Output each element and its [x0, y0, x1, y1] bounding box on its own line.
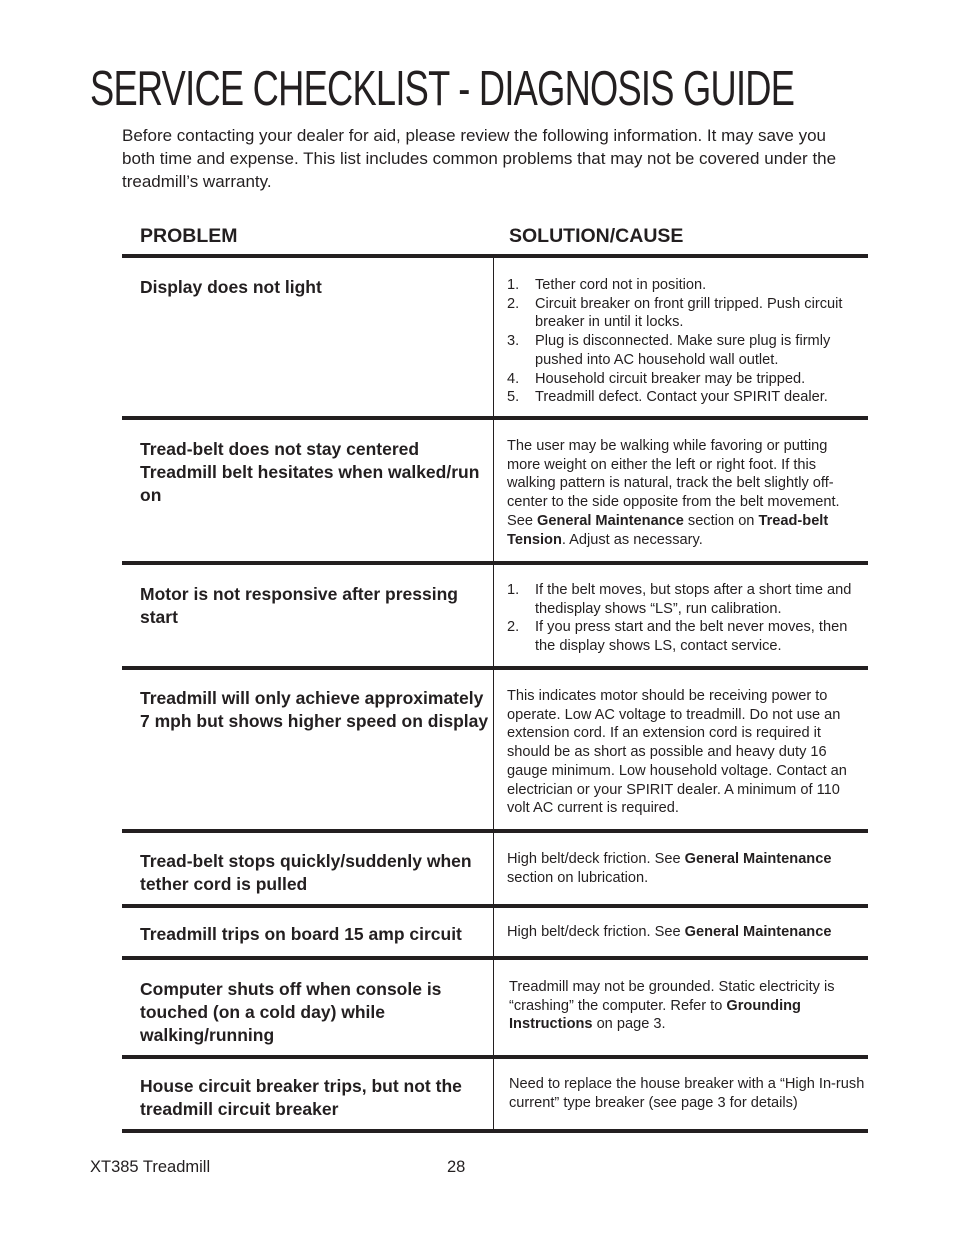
solution-list-item — [507, 276, 863, 295]
list-number: 1. — [507, 277, 520, 293]
solution-text: Treadmill may not be grounded. Static electricity is “crashing” the computer. Refer to — [509, 979, 835, 1014]
problem-text: House circuit breaker trips, but not the treadmill circuit breaker — [140, 1076, 462, 1119]
solution-list-item — [507, 295, 863, 332]
page-number: 28 — [447, 1158, 466, 1176]
solution-text: Need to replace the house breaker with a “High In-rush current” type breaker (see page 3 for details) — [509, 1076, 865, 1111]
list-text: If the belt moves, but stops after a short time and thedisplay shows “LS”, run calibration. — [535, 582, 852, 617]
page-title: SERVICE CHECKLIST - DIAGNOSIS GUIDE — [90, 62, 795, 116]
diagnosis-table — [122, 254, 868, 1133]
list-text: Circuit breaker on front grill tripped. Push circuit breaker in until it locks. — [535, 295, 843, 331]
list-text: Household circuit breaker may be tripped. — [535, 370, 806, 387]
problem-cell — [140, 1075, 490, 1121]
problem-cell — [140, 978, 490, 1047]
solution-cell — [507, 581, 863, 656]
list-number: 1. — [507, 582, 520, 598]
solution-text: . Adjust as necessary. — [561, 531, 703, 548]
solution-emphasis: Grounding Instructions — [509, 997, 801, 1033]
solution-emphasis: Tread-belt Tension — [507, 512, 829, 548]
table-row — [122, 416, 868, 561]
table-row — [122, 829, 868, 904]
problem-text: Treadmill trips on board 15 amp circuit — [140, 924, 462, 944]
table-row — [122, 666, 868, 829]
solution-text: section on lubrication. — [507, 869, 649, 886]
solution-text: section on — [683, 512, 759, 529]
solution-cell — [507, 687, 863, 818]
solution-text: on page 3. — [592, 1016, 666, 1033]
solution-list-item — [507, 581, 863, 618]
table-row — [122, 254, 868, 416]
solution-list-item — [507, 332, 863, 369]
solution-cell — [507, 437, 863, 549]
solution-cell — [509, 1075, 865, 1112]
list-text: Treadmill defect. Contact your SPIRIT dealer. — [535, 389, 828, 406]
table-row — [122, 561, 868, 666]
column-header-problem: PROBLEM — [140, 225, 238, 247]
problem-text: Motor is not responsive after pressing start — [140, 584, 458, 627]
problem-cell — [140, 850, 490, 896]
solution-cell — [509, 978, 865, 1034]
problem-text: Treadmill belt hesitates when walked/run on — [140, 462, 480, 505]
solution-list — [507, 276, 863, 407]
problem-cell — [140, 438, 490, 507]
table-row — [122, 956, 868, 1055]
solution-cell — [507, 276, 863, 407]
list-number: 4. — [507, 370, 520, 387]
list-text: Tether cord not in position. — [535, 277, 707, 293]
problem-cell — [140, 687, 490, 733]
solution-text: This indicates motor should be receiving power to operate. Low AC voltage to treadmill. Do not use an extension cord. If an extension cord is required it should be as short as possible and heavy duty 16 gauge minimum. Low household voltage. Contact an electrician or your SPIRIT dealer. A minimum of 110 volt AC current is required. — [507, 688, 847, 817]
footer-model-name: XT385 Treadmill — [90, 1158, 211, 1176]
problem-cell — [140, 583, 490, 629]
solution-list-item — [507, 388, 863, 407]
table-row — [122, 1055, 868, 1133]
solution-emphasis: General Maintenance — [684, 851, 832, 867]
list-number: 2. — [507, 295, 520, 312]
solution-emphasis: General Maintenance — [684, 924, 832, 940]
solution-cell — [507, 850, 863, 887]
solution-text: The user may be walking while favoring or putting more weight on either the left or right foot. If this walking pattern is natural, track the belt slightly off-center to the side opposite from the belt movement. See — [507, 438, 840, 529]
problem-text: Treadmill will only achieve approximately 7 mph but shows higher speed on display — [140, 688, 489, 731]
list-text: If you press start and the belt never moves, then the display shows LS, contact service. — [535, 619, 848, 655]
solution-list-item — [507, 370, 863, 389]
list-number: 2. — [507, 619, 520, 636]
problem-text: Computer shuts off when console is touched (on a cold day) while walking/running — [140, 979, 442, 1045]
solution-list — [507, 581, 863, 656]
solution-text: High belt/deck friction. See — [507, 924, 685, 940]
problem-text: Display does not light — [140, 277, 322, 297]
problem-text: Tread-belt does not stay centered — [140, 439, 420, 459]
solution-list-item — [507, 618, 863, 655]
list-text: Plug is disconnected. Make sure plug is firmly pushed into AC household wall outlet. — [535, 333, 831, 368]
list-number: 3. — [507, 333, 520, 350]
solution-emphasis: General Maintenance — [537, 512, 684, 529]
table-row — [122, 904, 868, 956]
solution-cell — [507, 923, 863, 942]
solution-text: High belt/deck friction. See — [507, 851, 685, 867]
list-number: 5. — [507, 389, 520, 406]
problem-text: Tread-belt stops quickly/suddenly when tether cord is pulled — [140, 851, 472, 894]
intro-paragraph: Before contacting your dealer for aid, please review the following information. It may save you both time and expense. This list includes common problems that may not be covered under the treadmill’s warranty. — [122, 126, 837, 191]
column-header-solution: SOLUTION/CAUSE — [509, 225, 684, 247]
problem-cell — [140, 923, 500, 946]
problem-cell — [140, 276, 490, 299]
